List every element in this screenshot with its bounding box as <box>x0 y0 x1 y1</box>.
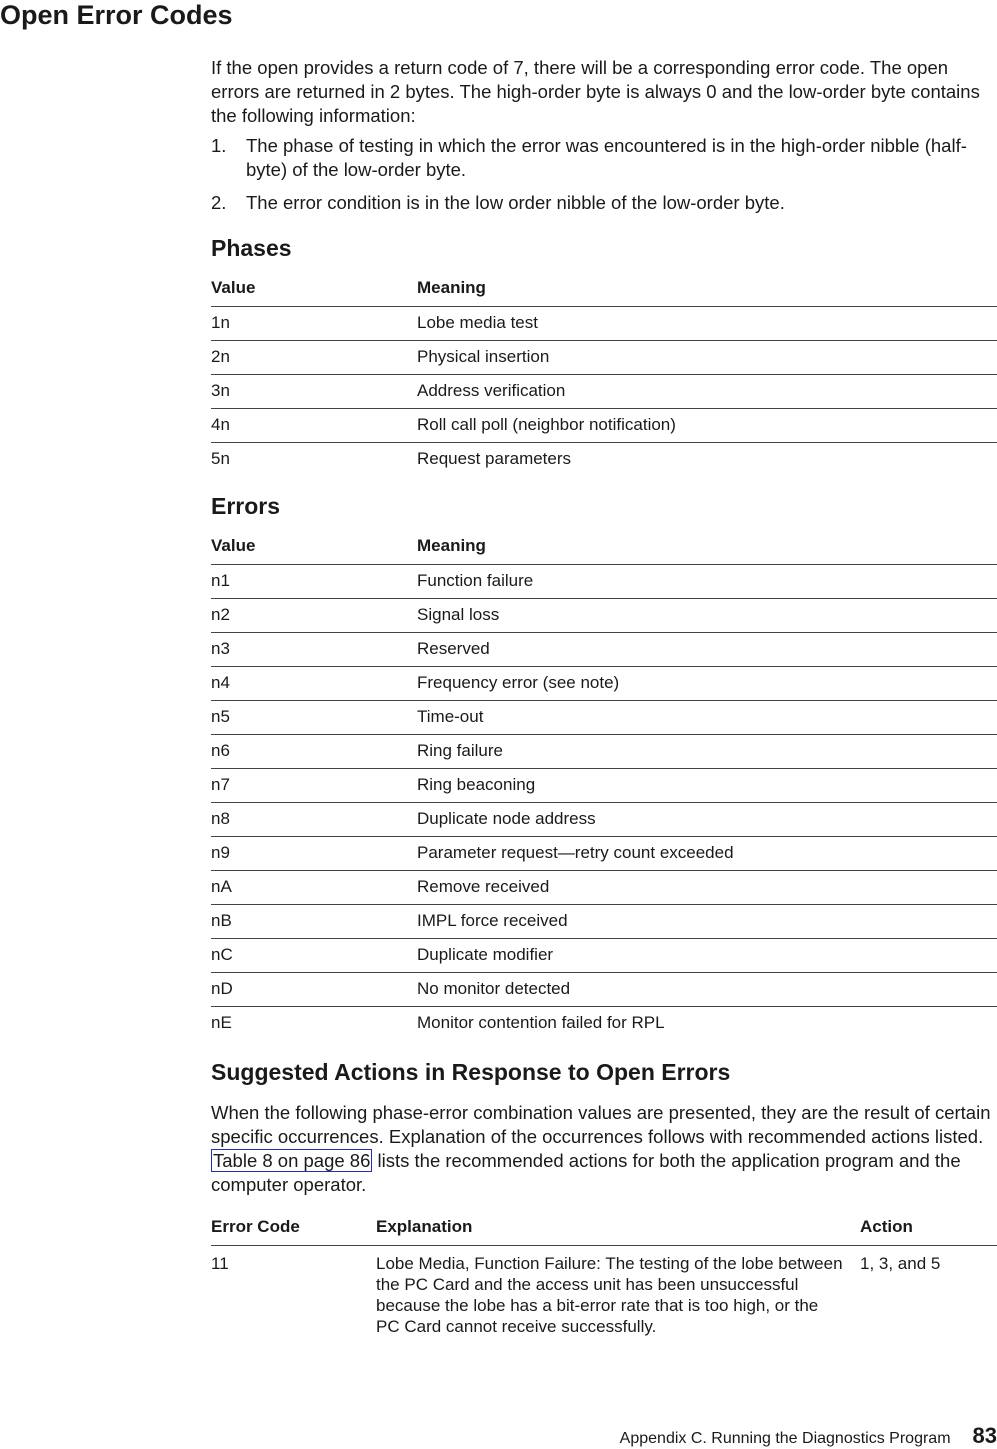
cell-value: n4 <box>211 667 417 701</box>
cell-value: 3n <box>211 375 417 409</box>
table-row <box>211 837 997 871</box>
phases-table <box>211 278 997 476</box>
table-row <box>211 1007 997 1041</box>
cell-value: 2n <box>211 341 417 375</box>
table-header-row <box>211 278 997 307</box>
cell-value: n9 <box>211 837 417 871</box>
paragraph-text: lists the recommended actions for both the application program and the computer operator. <box>211 1150 961 1195</box>
page-title: Open Error Codes <box>0 0 233 30</box>
column-header-error-code: Error Code <box>211 1217 376 1246</box>
cell-meaning: Remove received <box>417 871 997 905</box>
steps-list <box>211 134 997 215</box>
table-row <box>211 803 997 837</box>
table-row <box>211 735 997 769</box>
column-header-meaning: Meaning <box>417 278 997 307</box>
errors-table <box>211 536 997 1040</box>
table-row <box>211 667 997 701</box>
cell-value: n6 <box>211 735 417 769</box>
cell-meaning: Parameter request—retry count exceeded <box>417 837 997 871</box>
cell-error-code: 11 <box>211 1254 229 1273</box>
page-content <box>211 56 997 1337</box>
errors-heading: Errors <box>211 493 281 519</box>
table-row <box>211 443 997 477</box>
cell-value: n2 <box>211 599 417 633</box>
list-item <box>211 191 997 215</box>
cell-value: n7 <box>211 769 417 803</box>
column-header-meaning: Meaning <box>417 536 997 565</box>
suggested-actions-heading: Suggested Actions in Response to Open Errors <box>211 1059 731 1085</box>
error-actions-table <box>211 1217 997 1337</box>
table-row <box>211 633 997 667</box>
cell-meaning: Physical insertion <box>417 341 997 375</box>
table-row <box>211 939 997 973</box>
table-row <box>211 375 997 409</box>
cell-meaning: Duplicate node address <box>417 803 997 837</box>
table-row <box>211 905 997 939</box>
list-item-text: The error condition is in the low order nibble of the low-order byte. <box>246 192 785 213</box>
cell-value: n5 <box>211 701 417 735</box>
cell-meaning: Duplicate modifier <box>417 939 997 973</box>
cell-meaning: Signal loss <box>417 599 997 633</box>
cell-value: 4n <box>211 409 417 443</box>
cell-value: nA <box>211 871 417 905</box>
table-row <box>211 769 997 803</box>
table-row <box>211 565 997 599</box>
cell-meaning: Monitor contention failed for RPL <box>417 1013 665 1032</box>
page-number: 83 <box>972 1423 997 1448</box>
table-row <box>211 341 997 375</box>
cell-meaning: Reserved <box>417 633 997 667</box>
column-header-value: Value <box>211 536 417 565</box>
column-header-value: Value <box>211 278 417 307</box>
cell-meaning: Request parameters <box>417 449 572 468</box>
table-row <box>211 599 997 633</box>
cell-meaning: IMPL force received <box>417 905 997 939</box>
cell-value: n8 <box>211 803 417 837</box>
page-footer <box>620 1423 997 1449</box>
list-item-text: The phase of testing in which the error was encountered is in the high-order nibble (half-byte) of the low-order byte. <box>246 135 967 180</box>
cell-value: nB <box>211 905 417 939</box>
cell-meaning: Ring beaconing <box>417 769 997 803</box>
table-header-row <box>211 1217 997 1246</box>
cell-value: nE <box>211 1013 232 1032</box>
column-header-action: Action <box>860 1217 997 1246</box>
list-item-number: 1. <box>211 135 227 156</box>
paragraph-text: When the following phase-error combination values are presented, they are the result of certain specific occurrences. Explanation of the occurrences follows with recommended actions listed. <box>211 1102 991 1147</box>
cell-meaning: Frequency error (see note) <box>417 667 997 701</box>
cell-value: n1 <box>211 565 417 599</box>
table-row <box>211 1246 997 1338</box>
cell-value: n3 <box>211 633 417 667</box>
table-row <box>211 307 997 341</box>
cell-value: nD <box>211 973 417 1007</box>
footer-text: Appendix C. Running the Diagnostics Program <box>619 1430 951 1447</box>
table-header-row <box>211 536 997 565</box>
cell-meaning: Ring failure <box>417 735 997 769</box>
table-8-link[interactable]: Table 8 on page 86 <box>213 1150 371 1171</box>
cell-value: 5n <box>211 449 230 468</box>
column-header-explanation: Explanation <box>376 1217 860 1246</box>
table-row <box>211 701 997 735</box>
table-row <box>211 871 997 905</box>
phases-heading: Phases <box>211 235 292 261</box>
cell-value: 1n <box>211 307 417 341</box>
suggested-actions-paragraph <box>211 1101 997 1197</box>
cell-meaning: Time-out <box>417 701 997 735</box>
cell-meaning: Lobe media test <box>417 307 997 341</box>
list-item <box>211 134 997 182</box>
cell-meaning: Function failure <box>417 565 997 599</box>
table-row <box>211 409 997 443</box>
list-item-number: 2. <box>211 192 227 213</box>
cell-explanation: Lobe Media, Function Failure: The testing of the lobe between the PC Card and the access unit has been unsuccessful because the lobe has a bit-error rate that is too high, or the PC Card cannot receive successfully. <box>376 1254 843 1336</box>
cell-action: 1, 3, and 5 <box>860 1254 941 1273</box>
cell-value: nC <box>211 939 417 973</box>
intro-paragraph: If the open provides a return code of 7, there will be a corresponding error code. The open errors are returned in 2 bytes. The high-order byte is always 0 and the low-order byte contains the following information: <box>211 57 980 126</box>
cell-meaning: No monitor detected <box>417 973 997 1007</box>
cell-meaning: Address verification <box>417 375 997 409</box>
cell-meaning: Roll call poll (neighbor notification) <box>417 409 997 443</box>
table-row <box>211 973 997 1007</box>
